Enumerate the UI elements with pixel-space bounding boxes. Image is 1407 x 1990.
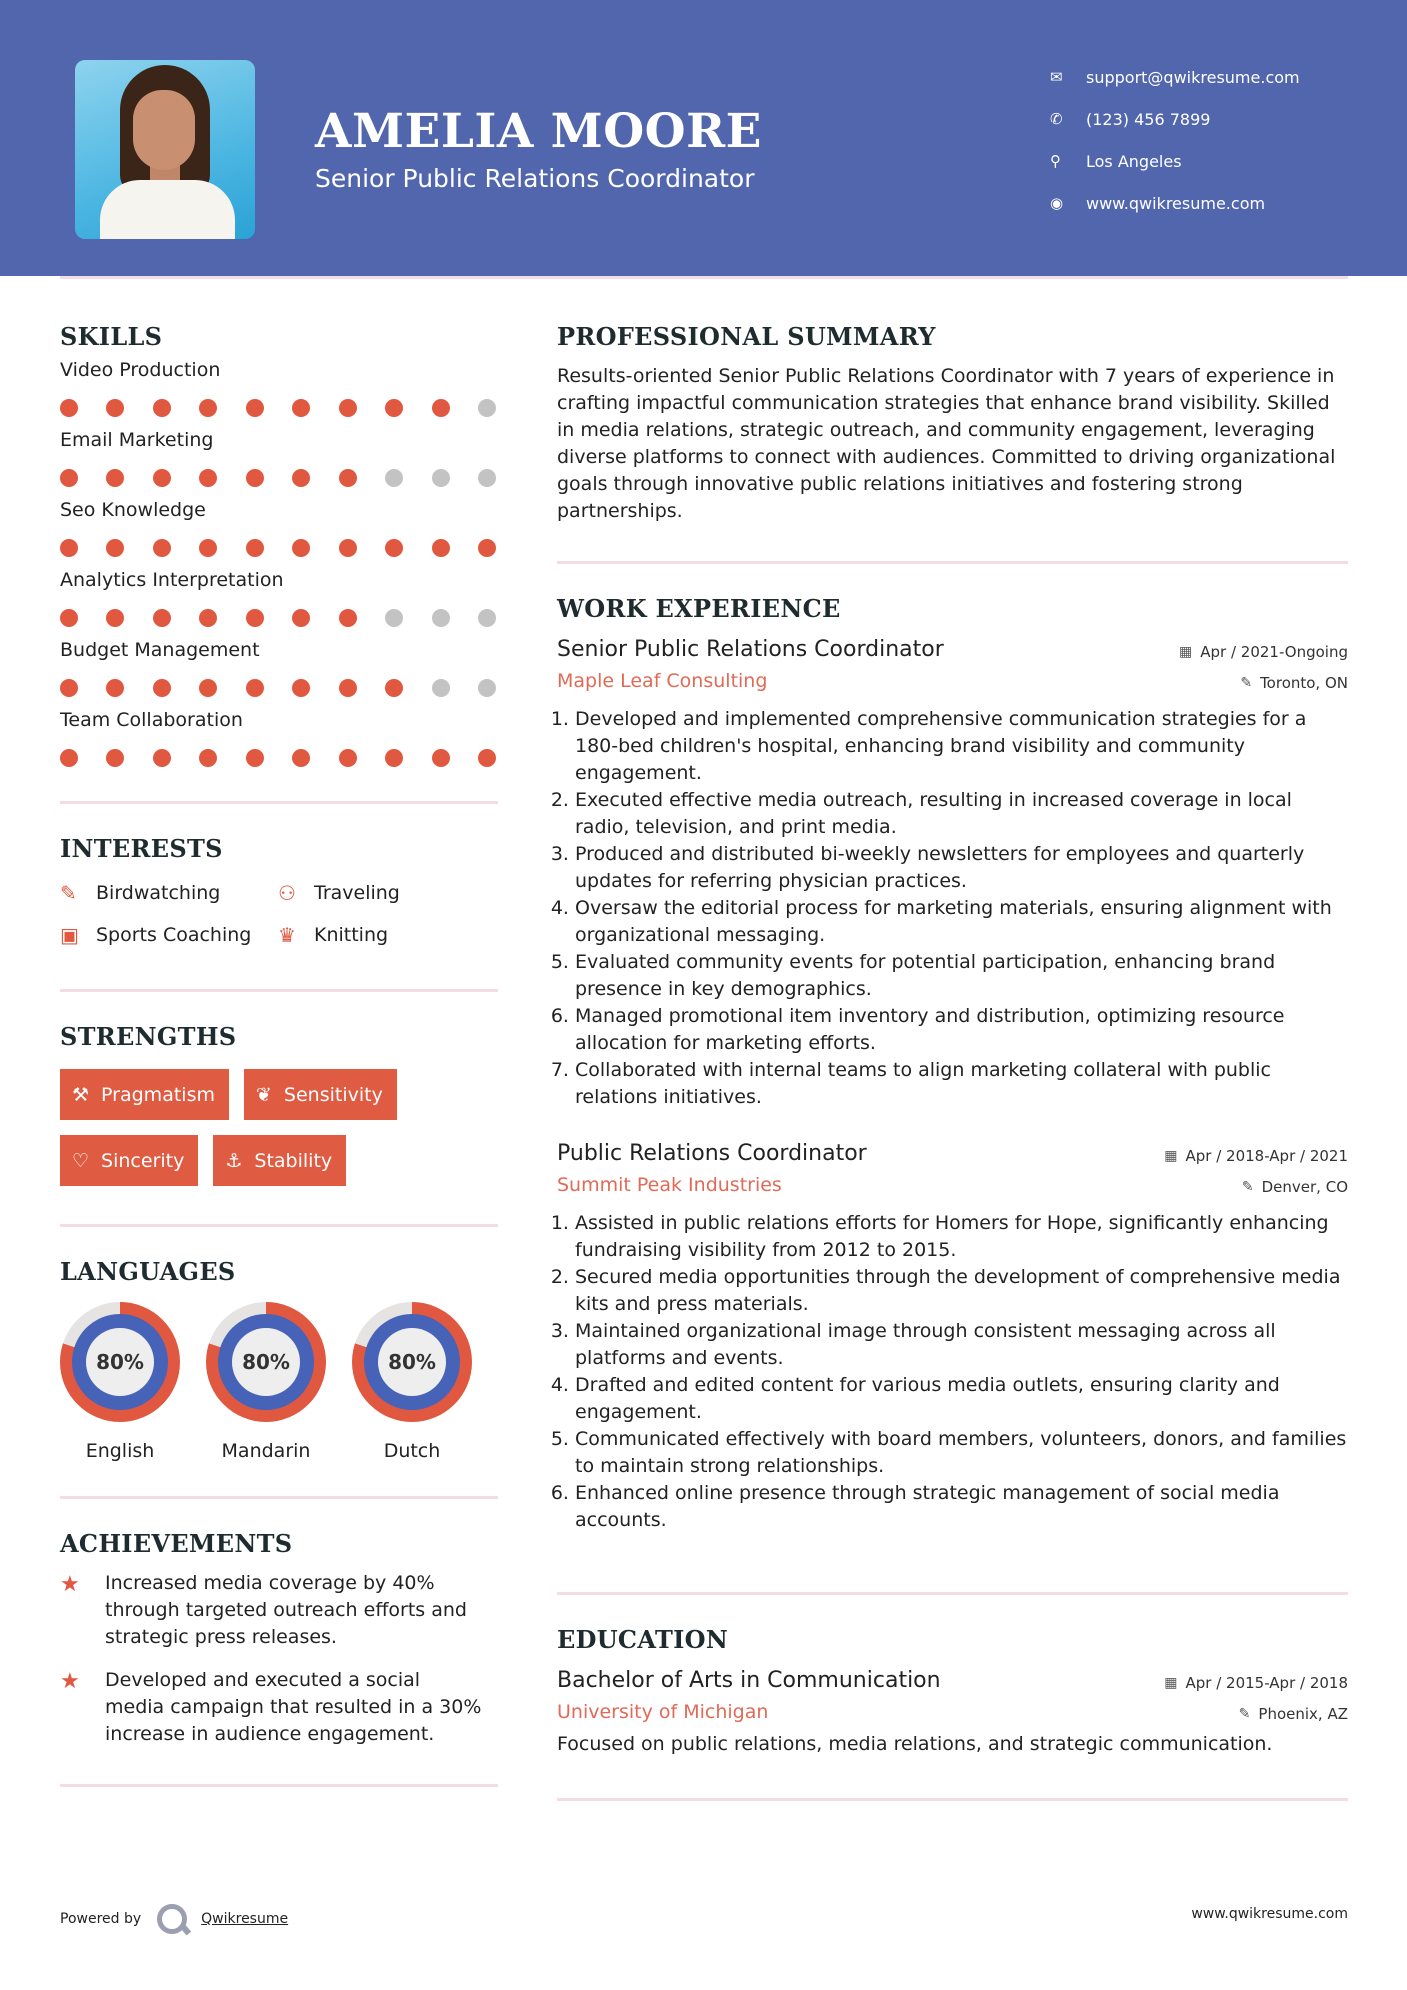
achievement-text: Increased media coverage by 40% through targeted outreach efforts and strategic press releases. [105, 1572, 467, 1648]
rating-dot-filled [60, 469, 78, 487]
briefcase-icon: ▣ [60, 923, 79, 947]
right-column [557, 322, 1348, 1801]
rating-dot-empty [478, 399, 496, 417]
rating-dot-filled [106, 749, 124, 767]
language-item [206, 1302, 326, 1462]
skill-rating [60, 679, 498, 697]
bullet-item: 5. Communicated effectively with board members, volunteers, donors, and families to maintain strong relationships. [575, 1426, 1348, 1480]
job-dates: Apr / 2018-Apr / 2021 [1185, 1147, 1348, 1165]
section-divider [60, 1224, 498, 1227]
school-name: University of Michigan [557, 1701, 769, 1723]
heart-icon: ♡ [72, 1149, 90, 1172]
interest-item [60, 923, 278, 947]
bullet-item: 4. Oversaw the editorial process for marketing materials, ensuring alignment with organizational messaging. [575, 895, 1348, 949]
anchor-icon: ⚓ [225, 1149, 243, 1172]
strength-badge [60, 1069, 229, 1120]
skill-name: Email Marketing [60, 429, 214, 451]
education-location: Phoenix, AZ [1258, 1705, 1348, 1723]
skills-list [60, 359, 498, 767]
rating-dot-filled [106, 539, 124, 557]
degree-title: Bachelor of Arts in Communication [557, 1668, 941, 1693]
envelope-icon: ✉ [1050, 68, 1063, 86]
header-divider [60, 276, 1348, 279]
skill-name: Analytics Interpretation [60, 569, 284, 591]
education-entry [557, 1668, 1348, 1758]
language-progress-ring [60, 1302, 180, 1422]
rating-dot-filled [60, 609, 78, 627]
calendar-icon: ▦ [1164, 1675, 1178, 1691]
strengths-title: STRENGTHS [60, 1022, 237, 1051]
rating-dot-filled [153, 469, 171, 487]
resume-header [0, 0, 1407, 276]
binoculars-icon: ⚇ [278, 881, 296, 905]
leaf-icon: ❦ [255, 1083, 272, 1106]
rating-dot-empty [432, 609, 450, 627]
bullet-item: 3. Produced and distributed bi-weekly newsletters for employees and quarterly updates for referring physician practices. [575, 841, 1348, 895]
section-divider [60, 989, 498, 992]
job-bullets [557, 706, 1348, 1111]
section-divider [60, 801, 498, 804]
contact-website [1050, 182, 1300, 224]
summary-text: Results-oriented Senior Public Relations Coordinator with 7 years of experience in crafting impactful communication strategies that enhance brand visibility. Skilled in media relations, strategic outreach, and community engagement, leveraging diverse platforms to connect with audiences. Committed to driving organizational goals through innovative public relations initiatives and fostering strong partnerships. [557, 365, 1336, 522]
experience-title: WORK EXPERIENCE [557, 594, 841, 623]
rating-dot-filled [60, 749, 78, 767]
achievement-item [60, 1667, 498, 1748]
rating-dot-filled [385, 399, 403, 417]
bullet-item: 1. Assisted in public relations efforts for Homers for Hope, significantly enhancing fundraising visibility from 2012 to 2015. [575, 1210, 1348, 1264]
rating-dot-filled [153, 609, 171, 627]
qwikresume-link[interactable]: Qwikresume [201, 1911, 289, 1927]
rating-dot-filled [339, 399, 357, 417]
skills-title: SKILLS [60, 322, 163, 351]
rating-dot-filled [153, 399, 171, 417]
skill-name: Budget Management [60, 639, 260, 661]
skill-rating [60, 399, 498, 417]
bullet-item: 6. Managed promotional item inventory and distribution, optimizing resource allocation for marketing efforts. [575, 1003, 1348, 1057]
rating-dot-filled [292, 749, 310, 767]
interest-label: Knitting [314, 924, 389, 946]
strengths-list [60, 1069, 498, 1186]
rating-dot-empty [385, 469, 403, 487]
interests-list [60, 881, 498, 947]
rating-dot-empty [478, 469, 496, 487]
strength-label: Sincerity [101, 1149, 185, 1172]
rating-dot-empty [478, 609, 496, 627]
rating-dot-filled [292, 399, 310, 417]
website-text[interactable]: www.qwikresume.com [1086, 193, 1266, 213]
language-percent: 80% [378, 1328, 446, 1396]
candidate-name: AMELIA MOORE [315, 104, 762, 159]
rating-dot-filled [339, 539, 357, 557]
candidate-role: Senior Public Relations Coordinator [315, 164, 755, 193]
email-text[interactable]: support@qwikresume.com [1086, 67, 1300, 87]
bullet-item: 5. Evaluated community events for potential participation, enhancing brand presence in key demographics. [575, 949, 1348, 1003]
achievements-title: ACHIEVEMENTS [60, 1529, 293, 1558]
skill-rating [60, 469, 498, 487]
education-title: EDUCATION [557, 1625, 729, 1654]
rating-dot-filled [106, 609, 124, 627]
job-location: Denver, CO [1261, 1178, 1348, 1196]
pushpin-icon: ✎ [1238, 1706, 1251, 1722]
company-name: Maple Leaf Consulting [557, 670, 768, 692]
rating-dot-filled [292, 609, 310, 627]
job-dates: Apr / 2021-Ongoing [1200, 643, 1348, 661]
interests-title: INTERESTS [60, 834, 223, 863]
rating-dot-filled [339, 749, 357, 767]
rating-dot-filled [106, 399, 124, 417]
rating-dot-filled [432, 749, 450, 767]
job-location: Toronto, ON [1260, 674, 1348, 692]
skill-name: Video Production [60, 359, 221, 381]
rating-dot-filled [153, 679, 171, 697]
shooting-star-icon: ★ [60, 1572, 80, 1597]
bullet-item: 2. Executed effective media outreach, resulting in increased coverage in local radio, television, and print media. [575, 787, 1348, 841]
phone-icon: ✆ [1050, 110, 1063, 128]
contact-email [1050, 56, 1300, 98]
skill-name: Seo Knowledge [60, 499, 206, 521]
contact-phone [1050, 98, 1300, 140]
job-entry [557, 1141, 1348, 1534]
rating-dot-filled [246, 679, 264, 697]
rating-dot-filled [60, 399, 78, 417]
rating-dot-filled [246, 469, 264, 487]
interest-label: Birdwatching [96, 882, 221, 904]
strength-label: Pragmatism [101, 1083, 215, 1106]
trophy-icon: ♛ [278, 923, 296, 947]
profile-photo [75, 60, 255, 239]
section-divider [557, 1592, 1348, 1595]
skill-name: Team Collaboration [60, 709, 243, 731]
education-description: Focused on public relations, media relations, and strategic communication. [557, 1733, 1273, 1755]
rating-dot-filled [60, 539, 78, 557]
rating-dot-filled [60, 679, 78, 697]
rating-dot-filled [385, 539, 403, 557]
rating-dot-filled [339, 679, 357, 697]
rating-dot-filled [339, 609, 357, 627]
rating-dot-filled [339, 469, 357, 487]
bullet-item: 4. Drafted and edited content for various media outlets, ensuring clarity and engagement. [575, 1372, 1348, 1426]
bullet-item: 1. Developed and implemented comprehensive communication strategies for a 180-bed children's hospital, enhancing brand visibility and community engagement. [575, 706, 1348, 787]
language-name: Dutch [383, 1440, 441, 1462]
edit-icon: ✎ [60, 881, 77, 905]
rating-dot-filled [199, 679, 217, 697]
rating-dot-filled [292, 679, 310, 697]
rating-dot-empty [385, 609, 403, 627]
rating-dot-filled [292, 539, 310, 557]
rating-dot-filled [246, 539, 264, 557]
rating-dot-filled [246, 749, 264, 767]
rating-dot-filled [153, 749, 171, 767]
section-divider [60, 1784, 498, 1787]
section-divider [557, 1798, 1348, 1801]
gavel-icon: ⚒ [72, 1083, 90, 1106]
contact-list [1050, 56, 1300, 224]
rating-dot-filled [199, 749, 217, 767]
languages-title: LANGUAGES [60, 1257, 236, 1286]
rating-dot-filled [106, 679, 124, 697]
interest-item [278, 923, 498, 947]
rating-dot-filled [292, 469, 310, 487]
interest-item [60, 881, 278, 905]
rating-dot-filled [478, 539, 496, 557]
footer-powered-by [60, 1904, 288, 1934]
section-divider [60, 1496, 498, 1499]
bullet-item: 7. Collaborated with internal teams to align marketing collateral with public relations initiatives. [575, 1057, 1348, 1111]
calendar-icon: ▦ [1179, 644, 1193, 660]
rating-dot-filled [432, 399, 450, 417]
language-percent: 80% [232, 1328, 300, 1396]
rating-dot-filled [246, 609, 264, 627]
pushpin-icon: ✎ [1240, 675, 1253, 691]
language-name: English [85, 1440, 155, 1462]
rating-dot-filled [199, 609, 217, 627]
bullet-item: 2. Secured media opportunities through the development of comprehensive media kits and press materials. [575, 1264, 1348, 1318]
language-item [352, 1302, 472, 1462]
achievement-item [60, 1570, 498, 1651]
company-name: Summit Peak Industries [557, 1174, 782, 1196]
rating-dot-filled [153, 539, 171, 557]
qwikresume-logo-icon [157, 1904, 187, 1934]
bullet-item: 6. Enhanced online presence through strategic management of social media accounts. [575, 1480, 1348, 1534]
rating-dot-filled [199, 539, 217, 557]
section-divider [557, 561, 1348, 564]
bullet-item: 3. Maintained organizational image through consistent messaging across all platforms and events. [575, 1318, 1348, 1372]
summary-title: PROFESSIONAL SUMMARY [557, 322, 936, 351]
job-title: Senior Public Relations Coordinator [557, 637, 944, 662]
interest-label: Sports Coaching [96, 924, 252, 946]
skill-rating [60, 539, 498, 557]
strength-badge [213, 1135, 346, 1186]
rating-dot-filled [432, 539, 450, 557]
powered-by-label: Powered by [60, 1911, 142, 1927]
job-entry [557, 637, 1348, 1111]
rating-dot-empty [432, 469, 450, 487]
achievement-text: Developed and executed a social media campaign that resulted in a 30% increase in audience engagement. [105, 1669, 482, 1745]
languages-list [60, 1302, 498, 1462]
calendar-icon: ▦ [1164, 1148, 1178, 1164]
language-percent: 80% [86, 1328, 154, 1396]
rating-dot-empty [432, 679, 450, 697]
strength-label: Stability [254, 1149, 333, 1172]
strength-label: Sensitivity [283, 1083, 383, 1106]
strength-badge [244, 1069, 397, 1120]
language-name: Mandarin [221, 1440, 311, 1462]
job-bullets [557, 1210, 1348, 1534]
rating-dot-filled [199, 469, 217, 487]
location-text: Los Angeles [1086, 151, 1182, 171]
language-progress-ring [352, 1302, 472, 1422]
rating-dot-filled [106, 469, 124, 487]
contact-location [1050, 140, 1300, 182]
rating-dot-filled [478, 749, 496, 767]
map-pin-icon: ⚲ [1050, 152, 1061, 170]
globe-icon: ◉ [1050, 194, 1064, 212]
interest-item [278, 881, 498, 905]
pushpin-icon: ✎ [1241, 1179, 1254, 1195]
phone-text: (123) 456 7899 [1086, 109, 1211, 129]
skill-rating [60, 609, 498, 627]
left-column [60, 322, 498, 1787]
shooting-star-icon: ★ [60, 1669, 80, 1694]
interest-label: Traveling [314, 882, 400, 904]
rating-dot-empty [478, 679, 496, 697]
job-title: Public Relations Coordinator [557, 1141, 867, 1166]
skill-rating [60, 749, 498, 767]
rating-dot-filled [385, 679, 403, 697]
strength-badge [60, 1135, 198, 1186]
rating-dot-filled [199, 399, 217, 417]
rating-dot-filled [246, 399, 264, 417]
footer-website[interactable]: www.qwikresume.com [1191, 1906, 1348, 1922]
rating-dot-filled [385, 749, 403, 767]
language-progress-ring [206, 1302, 326, 1422]
education-dates: Apr / 2015-Apr / 2018 [1185, 1674, 1348, 1692]
language-item [60, 1302, 180, 1462]
